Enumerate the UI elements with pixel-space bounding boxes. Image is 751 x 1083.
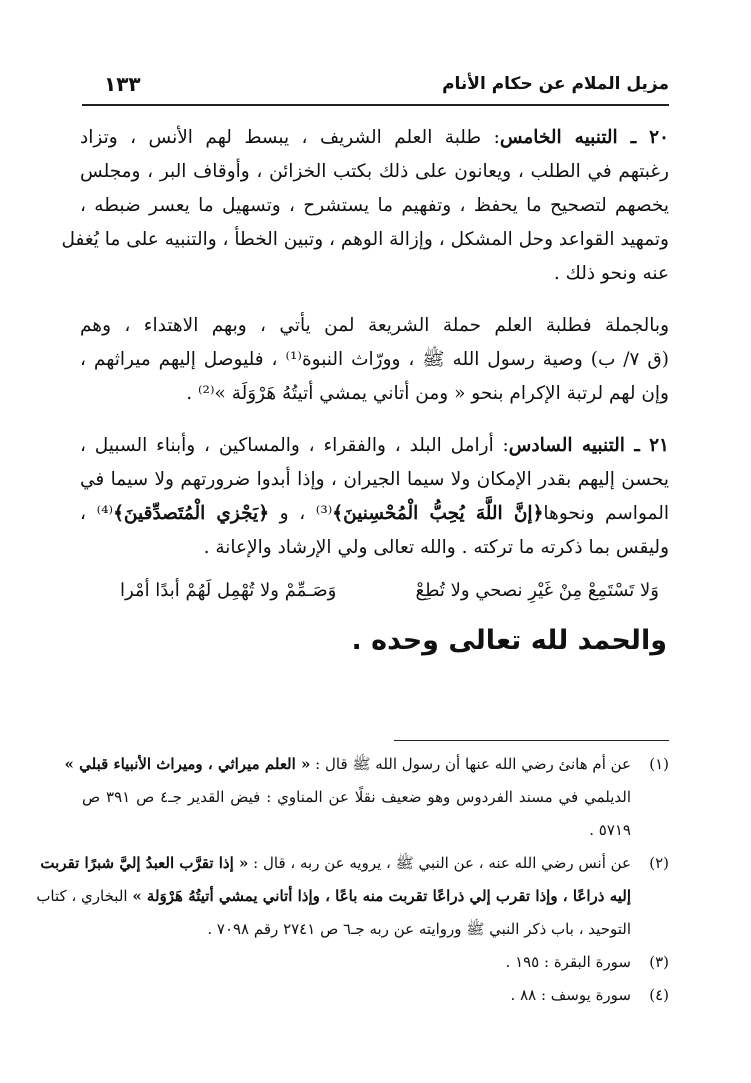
footnote-number: (٣) bbox=[649, 953, 669, 971]
main-text bbox=[61, 121, 669, 667]
line-text: : أرامل البلد ، والفقراء ، والمساكين ، وأبناء السبيل ، bbox=[80, 435, 509, 456]
paragraph-line: (ق ٧/ ب) وصية رسول الله ﷺ ، وورّاث النبوة⁽¹⁾ ، فليوصل إليهم ميراثهم ، bbox=[80, 349, 669, 370]
paragraph-line bbox=[80, 121, 669, 155]
section-heading: ٢١ ـ التنبيه السادس bbox=[508, 435, 669, 456]
running-title: مزيل الملام عن حكام الأنام bbox=[442, 74, 669, 94]
page-header bbox=[82, 70, 669, 102]
verse-second-hemistich: وَصَـمِّمْ ولا تُهْمِل لَهُمْ أبدًا أمْرا bbox=[120, 580, 337, 601]
line-text: المواسم ونحوها bbox=[543, 503, 669, 524]
footnote-text: سورة يوسف : ٨٨ . bbox=[510, 986, 631, 1004]
paragraph-line: عنه ونحو ذلك . bbox=[553, 263, 669, 284]
quran-verse: ﴿يَجْزي الْمُتَصدِّقينَ﴾ bbox=[113, 503, 270, 524]
footnote-rule bbox=[394, 740, 669, 741]
footnote-text: سورة البقرة : ١٩٥ . bbox=[505, 953, 631, 971]
footnotes bbox=[36, 748, 669, 1012]
footnote-number: (١) bbox=[649, 755, 669, 773]
footnote-line bbox=[36, 880, 669, 913]
footnote-ref: ⁽⁴⁾ ، bbox=[80, 503, 114, 524]
footnote bbox=[40, 847, 669, 880]
paragraph-line: وبالجملة فطلبة العلم حملة الشريعة لمن يأتي ، وبهم الاهتداء ، وهم bbox=[80, 315, 669, 336]
footnote bbox=[82, 979, 669, 1012]
paragraph-line: وتمهيد القواعد وحل المشكل ، وإزالة الوهم ، وتبين الخطأ ، والتنبيه على ما يُغفل bbox=[61, 229, 669, 250]
footnote-number: (٤) bbox=[649, 986, 669, 1004]
verse-first-hemistich: وَلا تَسْتَمِعْ مِنْ غَيْرِ نصحي ولا تُطِعْ bbox=[415, 580, 659, 601]
paragraph-line: رغبتهم في الطلب ، ويعانون على ذلك بكتب الخزائن ، وأوقاف البر ، ومجلس bbox=[80, 161, 669, 182]
footnote bbox=[64, 748, 669, 781]
poetry-verse bbox=[80, 569, 669, 613]
footnote-line: ٥٧١٩ . bbox=[589, 821, 631, 839]
paragraph-line: يخصهم لتصحيح ما يحفظ ، وتفهيم ما يستشرح ، وتسهيل ما يعسر ضبطه ، bbox=[80, 195, 669, 216]
paragraph-line: وليقس بما ذكرته ما تركته . والله تعالى ولي الإرشاد والإعانة . bbox=[203, 537, 669, 558]
paragraph-line bbox=[80, 429, 669, 463]
footnote-number: (٢) bbox=[649, 854, 669, 872]
paragraph-line bbox=[80, 497, 669, 531]
footnote-line: التوحيد ، باب ذكر النبي ﷺ وروايته عن ربه جـ٦ ص ٢٧٤١ رقم ٧٠٩٨ . bbox=[207, 920, 631, 938]
footnote-text: عن أم هانئ رضي الله عنها أن رسول الله ﷺ قال : bbox=[315, 755, 631, 773]
quran-verse: ﴿إنَّ اللَّهَ يُحِبُّ الْمُحْسِنينَ﴾ bbox=[332, 503, 544, 524]
hadith-quote: « إذا تقرَّب العبدُ إليَّ شبرًا تقربت bbox=[40, 854, 249, 872]
header-rule bbox=[82, 104, 669, 106]
footnote-ref: ⁽³⁾ ، و bbox=[279, 503, 333, 524]
hadith-quote: « العلم ميراثي ، وميراث الأنبياء قبلي » bbox=[64, 755, 311, 773]
section-heading: ٢٠ ـ التنبيه الخامس bbox=[499, 127, 669, 148]
line-text: : طلبة العلم الشريف ، يبسط لهم الأنس ، وتزاد bbox=[80, 127, 500, 148]
footnote bbox=[82, 946, 669, 979]
paragraph-line: يحسن إليهم بقدر الإمكان ولا سيما الجيران ، وإذا أبدوا ضرورتهم ولا سيما في bbox=[80, 469, 669, 490]
paragraph-line: وإن لهم لرتبة الإكرام بنحو « ومن أتاني يمشي أتيتُهُ هَرْوَلَة »⁽²⁾ . bbox=[186, 383, 669, 404]
footnote-line: الديلمي في مسند الفردوس وهو ضعيف نقلًا عن المناوي : فيض القدير جـ٤ ص ٣٩١ ص bbox=[82, 788, 632, 806]
hadith-quote: إليه ذراعًا ، وإذا تقرب إلي ذراعًا تقربت منه باعًا ، وإذا أتاني يمشي أتيتُهُ هَرْوَلة » bbox=[132, 887, 631, 905]
page-number: ١٣٣ bbox=[104, 72, 141, 96]
footnote-text: عن أنس رضي الله عنه ، عن النبي ﷺ ، يرويه عن ربه ، قال : bbox=[253, 854, 631, 872]
footnote-text: البخاري ، كتاب bbox=[36, 887, 133, 905]
closing-phrase: والحمد لله تعالى وحده . bbox=[351, 625, 667, 656]
